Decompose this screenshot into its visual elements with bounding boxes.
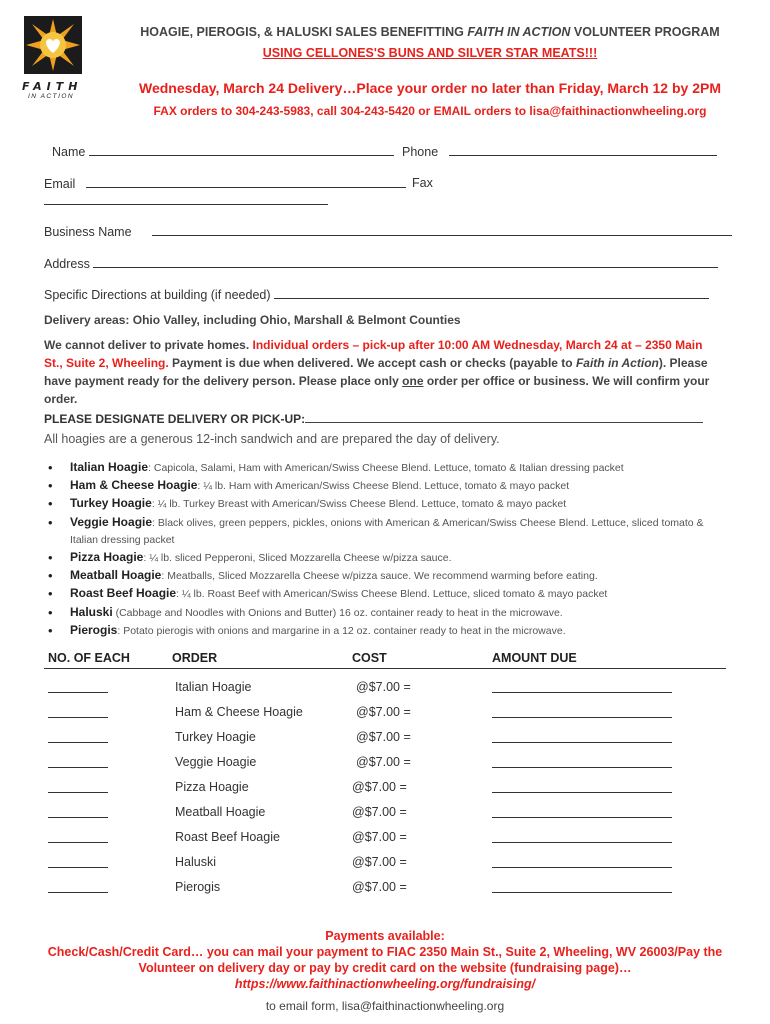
payments-heading: Payments available: (325, 929, 445, 943)
address-field[interactable]: Address (44, 256, 718, 271)
order-cost: @$7.00 = (352, 880, 407, 894)
order-item: Ham & Cheese Hoagie (175, 705, 303, 719)
menu-item-description: : Black olives, green peppers, pickles, onions with American & American/Swiss Cheese Blend. Lettuce, sliced tomato & Italian dressing packet (70, 516, 704, 546)
order-item: Meatball Hoagie (175, 805, 266, 819)
quantity-input[interactable] (48, 805, 108, 821)
menu-item-description: : ¼ lb. sliced Pepperoni, Sliced Mozzarella Cheese w/pizza sauce. (143, 552, 452, 565)
menu-item-description: : ¼ lb. Turkey Breast with American/Swiss Cheese Blend. Lettuce, tomato & mayo packet (151, 498, 567, 511)
email-form-note: to email form, lisa@faithinactionwheeling.org (265, 999, 505, 1013)
menu-item-description: (Cabbage and Noodles with Onions and Butter) 16 oz. container ready to heat in the microwave. (112, 606, 563, 619)
menu-item-name: Italian Hoagie (70, 460, 149, 474)
menu-item (44, 549, 734, 567)
quantity-input[interactable] (48, 830, 108, 846)
menu-item-name: Haluski (70, 604, 113, 619)
amount-due-input[interactable] (492, 780, 672, 796)
payment-info (30, 928, 740, 992)
menu-list (44, 459, 734, 640)
star-heart-icon (24, 16, 82, 74)
order-item: Italian Hoagie (175, 680, 252, 694)
email-field[interactable]: Email (44, 176, 406, 191)
quantity-input[interactable] (48, 880, 108, 896)
amount-due-input[interactable] (492, 855, 672, 871)
page-title: HOAGIE, PIEROGIS, & HALUSKI SALES BENEFITTING FAITH IN ACTION VOLUNTEER PROGRAM (140, 25, 720, 39)
order-cost: @$7.00 = (352, 855, 407, 869)
logo-name: FAITH (22, 80, 83, 93)
order-cost: @$7.00 = (356, 705, 411, 719)
directions-field[interactable]: Specific Directions at building (if needed) (44, 287, 709, 302)
name-field[interactable]: Name (52, 144, 394, 159)
menu-item-name: Ham & Cheese Hoagie (70, 478, 198, 493)
faith-in-action-logo (24, 16, 82, 74)
fax-line[interactable] (44, 204, 328, 205)
delivery-areas: Delivery areas: Ohio Valley, including Ohio, Marshall & Belmont Counties (44, 313, 461, 327)
menu-item (44, 585, 734, 603)
amount-due-input[interactable] (492, 805, 672, 821)
order-cost: @$7.00 = (356, 755, 411, 769)
quantity-input[interactable] (48, 855, 108, 871)
delivery-notice: Wednesday, March 24 Delivery…Place your order no later than Friday, March 12 by 2PM (139, 80, 721, 96)
amount-due-input[interactable] (492, 830, 672, 846)
order-cost: @$7.00 = (352, 805, 407, 819)
quantity-input[interactable] (48, 705, 108, 721)
menu-item-name: Veggie Hoagie (70, 514, 153, 529)
menu-item-description: : Capicola, Salami, Ham with American/Swiss Cheese Blend. Lettuce, tomato & Italian dressing packet (148, 462, 624, 474)
menu-item (44, 459, 734, 477)
menu-item-name: Meatball Hoagie (70, 568, 162, 583)
payments-line-2: Volunteer on delivery day or pay by credit card on the website (fundraising page)… (138, 961, 632, 975)
quantity-input[interactable] (48, 755, 108, 771)
hoagie-note: All hoagies are a generous 12-inch sandwich and are prepared the day of delivery. (44, 432, 500, 446)
table-divider (44, 668, 726, 669)
menu-item (44, 567, 734, 585)
quantity-input[interactable] (48, 780, 108, 796)
fundraising-link[interactable]: https://www.faithinactionwheeling.org/fundraising/ (234, 977, 536, 991)
menu-item (44, 604, 734, 622)
order-cost: @$7.00 = (352, 780, 407, 794)
menu-item (44, 477, 734, 495)
menu-item-description: : Meatballs, Sliced Mozzarella Cheese w/pizza sauce. We recommend warming before eating. (161, 570, 598, 583)
order-item: Veggie Hoagie (175, 755, 257, 769)
order-cost: @$7.00 = (356, 680, 411, 694)
amount-due-input[interactable] (492, 880, 672, 896)
menu-item-name: Pizza Hoagie (70, 550, 144, 565)
phone-field[interactable]: Phone (402, 144, 717, 159)
menu-item-description: : Potato pierogis with onions and margarine in a 12 oz. container ready to heat in the microwave. (117, 624, 566, 637)
delivery-policy: We cannot deliver to private homes. Individual orders – pick-up after 10:00 AM Wednesday, March 24 at – 2350 Main St., Suite 2, Wheeling. Payment is due when delivered. We accept cash or checks (payable to Faith in Action). Please have payment ready for the delivery person. Please place only one order per office or business. We will confirm your order. (44, 338, 710, 406)
menu-item (44, 622, 734, 640)
menu-item-description: : ¼ lb. Ham with American/Swiss Cheese Blend. Lettuce, tomato & mayo packet (197, 480, 570, 493)
col-header-amount: AMOUNT DUE (492, 651, 577, 665)
order-item: Roast Beef Hoagie (175, 830, 280, 844)
page-subtitle: USING CELLONES'S BUNS AND SILVER STAR MEATS!!! (262, 46, 598, 60)
payments-line-1: Check/Cash/Credit Card… you can mail your payment to FIAC 2350 Main St., Suite 2, Wheeling, WV 26003/Pay the (47, 945, 723, 959)
amount-due-input[interactable] (492, 705, 672, 721)
order-cost: @$7.00 = (352, 830, 407, 844)
fax-field[interactable]: Fax (412, 176, 433, 190)
delivery-pickup-field[interactable]: PLEASE DESIGNATE DELIVERY OR PICK-UP: (44, 411, 703, 426)
col-header-qty: NO. OF EACH (48, 651, 130, 665)
amount-due-input[interactable] (492, 730, 672, 746)
logo-subtitle: IN ACTION (28, 93, 75, 100)
col-header-cost: COST (352, 651, 387, 665)
contact-info: FAX orders to 304-243-5983, call 304-243-5420 or EMAIL orders to lisa@faithinactionwheeling.org (153, 104, 707, 118)
amount-due-input[interactable] (492, 755, 672, 771)
order-item: Pierogis (175, 880, 221, 894)
quantity-input[interactable] (48, 680, 108, 696)
menu-item (44, 495, 734, 513)
col-header-order: ORDER (172, 651, 218, 665)
quantity-input[interactable] (48, 730, 108, 746)
menu-item-name: Pierogis (70, 622, 118, 637)
order-item: Haluski (175, 855, 216, 869)
menu-item (44, 514, 734, 549)
order-cost: @$7.00 = (356, 730, 411, 744)
amount-due-input[interactable] (492, 680, 672, 696)
order-item: Pizza Hoagie (175, 780, 249, 794)
business-name-field[interactable]: Business Name (44, 224, 732, 239)
menu-item-name: Roast Beef Hoagie (70, 586, 177, 601)
menu-item-name: Turkey Hoagie (70, 496, 152, 511)
menu-item-description: : ¼ lb. Roast Beef with American/Swiss Cheese Blend. Lettuce, sliced tomato & mayo packet (176, 588, 608, 601)
order-item: Turkey Hoagie (175, 730, 256, 744)
